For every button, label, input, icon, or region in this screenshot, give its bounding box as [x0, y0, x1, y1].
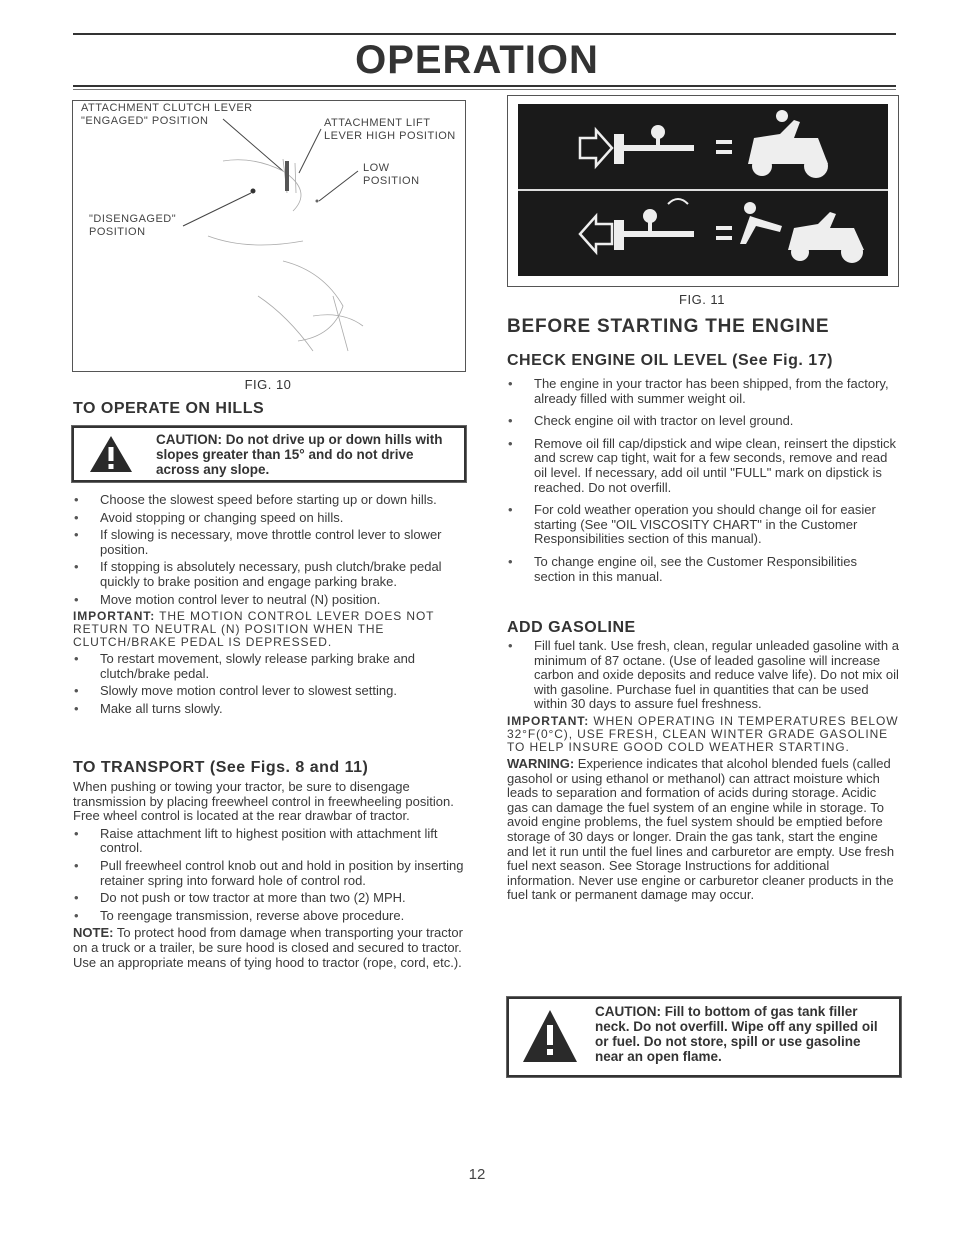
hills-important — [73, 610, 466, 649]
list-item: • The engine in your tractor has been shipped, from the factory, already filled with summer weight oil. — [507, 377, 900, 406]
page-title: OPERATION — [355, 38, 599, 82]
list-item: • If stopping is absolutely necessary, push clutch/brake pedal quickly to brake position and engage parking brake. — [73, 560, 466, 589]
list-item: • To restart movement, slowly release parking brake and clutch/brake pedal. — [73, 652, 466, 681]
gas-body — [507, 639, 900, 903]
list-item: • Pull freewheel control knob out and hold in position by inserting retainer spring into forward hole of control rod. — [73, 859, 466, 888]
fig10-label-lift: ATTACHMENT LIFT LEVER HIGH POSITION — [324, 117, 456, 142]
fig10-caption: FIG. 10 — [244, 377, 292, 392]
freewheel-decal — [518, 104, 888, 276]
transport-intro: When pushing or towing your tractor, be sure to disengage transmission by placing freewheel control in freewheeling position. Free wheel control is located at the rear drawbar of tractor. — [73, 779, 454, 824]
hills-caution-text: CAUTION: Do not drive up or down hills with slopes greater than 15° and do not drive across any slope. — [156, 432, 443, 477]
note-label: NOTE: — [73, 925, 114, 941]
fig10-illustration — [72, 100, 466, 372]
important-label: IMPORTANT: — [507, 713, 590, 728]
list-item: • Raise attachment lift to highest position with attachment lift control. — [73, 827, 466, 856]
transport-note — [73, 926, 466, 970]
list-item: • Fill fuel tank. Use fresh, clean, regular unleaded gasoline with a minimum of 87 octane. (Use of leaded gasoline will increase carbon and oxide deposits and reduce valve life). Do not mix oil with gasoline. Purchase fuel in quantities that can be used within 30 days to assure fuel freshness. — [507, 639, 900, 712]
warning-text: Experience indicates that alcohol blended fuels (called gasohol or using ethanol or methanol) can attract moisture which leads to separation and formation of acids during storage. Acidic gas can damage the fuel system of an engine while in storage. To avoid engine problems, the fuel system should be emptied before storage of 30 days or longer. Drain the gas tank, start the engine and let it run until the fuel lines and carburetor are empty. Use fresh fuel next season. See Storage Instructions for additional information. Never use engine or carburetor cleaner products in the fuel tank or permanent damage may occur. — [507, 755, 895, 903]
warning-triangle-icon — [521, 1007, 579, 1065]
hills-bullets — [73, 493, 466, 607]
title-rule-thin — [73, 89, 896, 90]
list-item: • Avoid stopping or changing speed on hills. — [73, 511, 466, 526]
list-item: • Remove oil fill cap/dipstick and wipe clean, reinsert the dipstick and screw cap tight, wait for a few seconds, remove and read oil level. If necessary, add oil until "FULL" mark on dipstick is reached. Do not overfill. — [507, 437, 900, 495]
title-rule — [73, 85, 896, 87]
page-number: 12 — [468, 1166, 486, 1183]
oil-bullets — [507, 377, 900, 584]
gas-important — [507, 715, 900, 754]
list-item: • To reengage transmission, reverse above procedure. — [73, 909, 466, 924]
gas-heading: ADD GASOLINE — [507, 619, 636, 636]
fig11-caption: FIG. 11 — [679, 292, 725, 307]
list-item: • Check engine oil with tractor on level ground. — [507, 414, 900, 429]
gas-caution-box — [507, 997, 901, 1077]
before-starting-heading: BEFORE STARTING THE ENGINE — [507, 316, 830, 337]
note-text: To protect hood from damage when transporting your tractor on a truck or a trailer, be sure hood is closed and secured to tractor. Use an appropriate means of tying hood to tractor (rope, cord, etc.). — [73, 925, 463, 970]
list-item: • To change engine oil, see the Customer Responsibilities section in this manual. — [507, 555, 900, 584]
hills-body — [73, 493, 466, 720]
fig11-decal — [507, 95, 899, 287]
list-item: • Choose the slowest speed before starting up or down hills. — [73, 493, 466, 508]
lever-drawing — [73, 101, 465, 371]
list-item: • For cold weather operation you should change oil for easier starting (See "OIL VISCOSITY CHART" in the Customer Responsibilities section of this manual). — [507, 503, 900, 547]
oil-body — [507, 377, 900, 587]
gas-caution-text: CAUTION: Fill to bottom of gas tank filler neck. Do not overfill. Wipe off any spilled oil or fuel. Do not store, spill or use gasoline near an open flame. — [595, 1004, 878, 1064]
important-text: THE MOTION CONTROL LEVER DOES NOT RETURN TO NEUTRAL (N) POSITION WHEN THE CLUTCH/BRAKE PEDAL IS DEPRESSED. — [73, 609, 435, 650]
hills-heading: TO OPERATE ON HILLS — [73, 400, 265, 417]
oil-heading: CHECK ENGINE OIL LEVEL (See Fig. 17) — [507, 352, 833, 369]
warning-label: WARNING: — [507, 755, 575, 771]
list-item: • Slowly move motion control lever to slowest setting. — [73, 684, 466, 699]
gas-bullets — [507, 639, 900, 712]
important-text: WHEN OPERATING IN TEMPERATURES BELOW 32°F(0°C), USE FRESH, CLEAN WINTER GRADE GASOLINE TO HELP INSURE GOOD COLD WEATHER STARTING. — [507, 713, 899, 754]
list-item: • Make all turns slowly. — [73, 702, 466, 717]
transport-body — [73, 780, 466, 970]
fig10-label-engaged: ATTACHMENT CLUTCH LEVER "ENGAGED" POSITION — [81, 102, 253, 127]
transport-bullets — [73, 827, 466, 924]
warning-triangle-icon — [88, 434, 134, 474]
hills-bullets-2 — [73, 652, 466, 716]
transport-heading: TO TRANSPORT (See Figs. 8 and 11) — [73, 759, 369, 776]
fig10-label-low: LOW POSITION — [363, 162, 420, 187]
gas-warning — [507, 757, 900, 903]
important-label: IMPORTANT: — [73, 609, 156, 624]
top-rule — [73, 33, 896, 35]
hills-caution-box — [72, 426, 466, 482]
list-item: • Do not push or tow tractor at more than two (2) MPH. — [73, 891, 466, 906]
fig10-label-disengaged: "DISENGAGED" POSITION — [89, 213, 177, 238]
list-item: • If slowing is necessary, move throttle control lever to slower position. — [73, 528, 466, 557]
list-item: • Move motion control lever to neutral (N) position. — [73, 593, 466, 608]
